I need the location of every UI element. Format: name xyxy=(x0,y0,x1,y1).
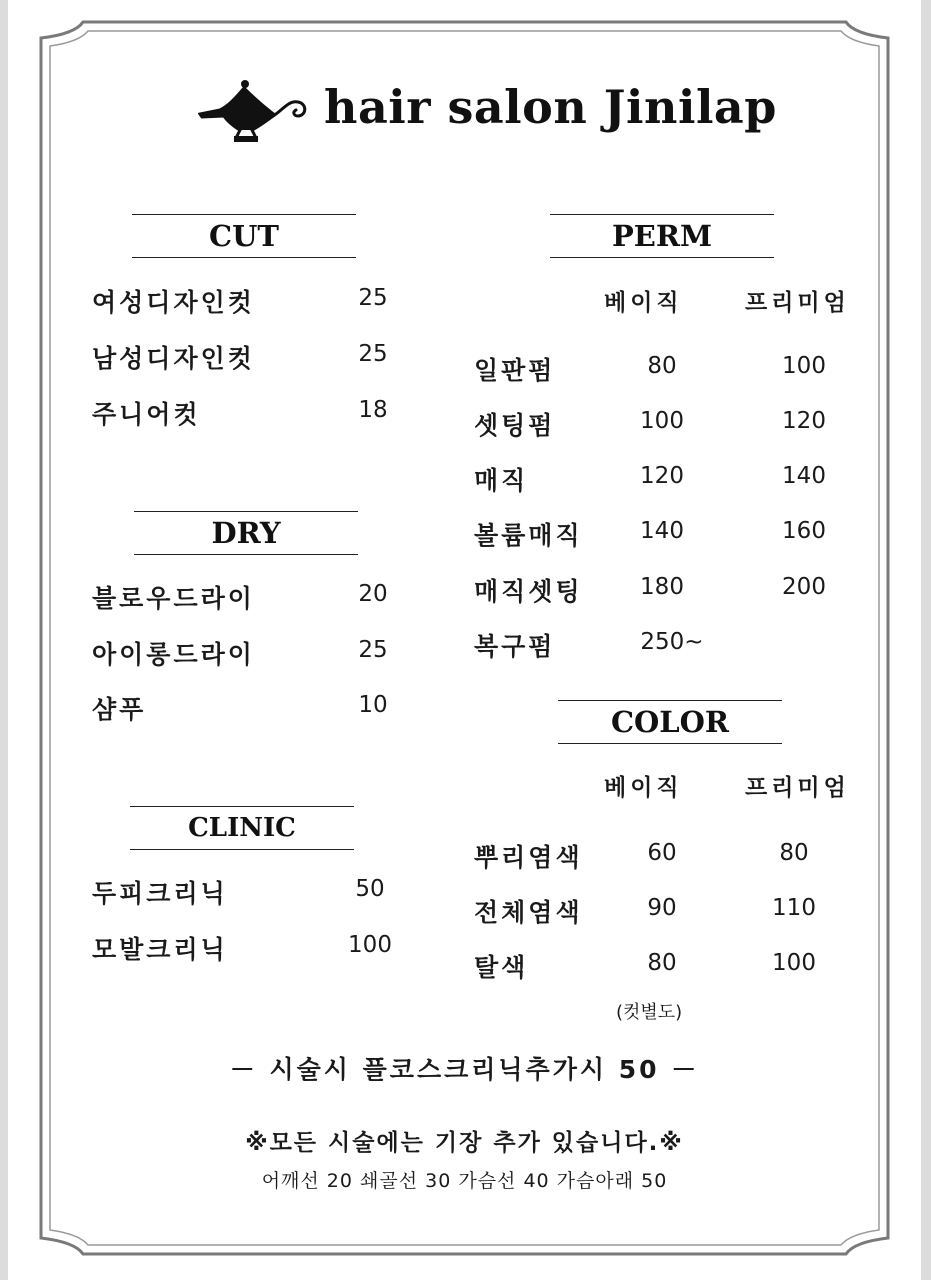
color-item-basic-price: 90 xyxy=(647,895,677,921)
perm-item-name: 셋팅펌 xyxy=(474,411,556,440)
section-title-perm: PERM xyxy=(550,214,774,258)
section-title-cut: CUT xyxy=(132,214,356,258)
color-item-premium-price: 100 xyxy=(772,950,816,976)
color-item-premium-price: 110 xyxy=(772,895,816,921)
cut-item-price: 18 xyxy=(358,397,388,423)
perm-item-premium-price: 200 xyxy=(782,574,826,600)
dry-item-price: 10 xyxy=(358,692,388,718)
perm-col-premium: 프리미엄 xyxy=(745,290,850,316)
perm-item-name: 일판펌 xyxy=(474,356,556,385)
perm-item-premium-price: 140 xyxy=(782,463,826,489)
salon-title: hair salon Jinilap xyxy=(324,80,777,134)
clinic-item-price: 100 xyxy=(348,932,392,958)
color-note: (컷별도) xyxy=(616,1002,683,1023)
color-item-name: 전체염색 xyxy=(474,898,583,927)
perm-item-basic-price: 140 xyxy=(640,518,684,544)
length-notice: ※모든 시술에는 기장 추가 있습니다.※ xyxy=(245,1130,684,1156)
perm-item-premium-price: 100 xyxy=(782,353,826,379)
perm-item-name: 매직 xyxy=(474,466,529,495)
color-item-basic-price: 80 xyxy=(647,950,677,976)
cut-item-price: 25 xyxy=(358,341,388,367)
perm-item-name: 볼륨매직 xyxy=(474,521,583,550)
cut-item-name: 남성디자인컷 xyxy=(92,344,255,373)
perm-item-basic-price: 250~ xyxy=(640,629,704,655)
clinic-item-name: 두피크리닉 xyxy=(92,879,228,908)
color-item-basic-price: 60 xyxy=(647,840,677,866)
color-item-name: 탈색 xyxy=(474,953,529,982)
dry-item-price: 25 xyxy=(358,637,388,663)
clinic-item-price: 50 xyxy=(355,876,385,902)
dry-item-name: 샴푸 xyxy=(92,695,147,724)
magic-lamp-icon xyxy=(198,78,318,144)
color-item-premium-price: 80 xyxy=(779,840,809,866)
cut-item-name: 주니어컷 xyxy=(92,400,201,429)
clinic-item-name: 모발크리닉 xyxy=(92,935,228,964)
cut-item-price: 25 xyxy=(358,285,388,311)
cut-item-name: 여성디자인컷 xyxy=(92,288,255,317)
perm-item-basic-price: 100 xyxy=(640,408,684,434)
perm-item-name: 매직셋팅 xyxy=(474,577,583,606)
perm-item-premium-price: 160 xyxy=(782,518,826,544)
clinic-addon-note: － 시술시 플코스크리닉추가시 50 － xyxy=(229,1055,700,1084)
length-prices: 어깨선 20 쇄골선 30 가슴선 40 가슴아래 50 xyxy=(261,1170,668,1192)
menu-board xyxy=(8,0,921,1280)
section-title-color: COLOR xyxy=(558,700,782,744)
perm-col-basic: 베이직 xyxy=(604,290,683,316)
dry-item-name: 아이롱드라이 xyxy=(92,640,255,669)
perm-item-name: 복구펌 xyxy=(474,632,556,661)
color-item-name: 뿌리염색 xyxy=(474,843,583,872)
perm-item-basic-price: 80 xyxy=(647,353,677,379)
color-col-basic: 베이직 xyxy=(604,775,683,801)
section-title-clinic: CLINIC xyxy=(130,806,354,850)
perm-item-basic-price: 120 xyxy=(640,463,684,489)
perm-item-premium-price: 120 xyxy=(782,408,826,434)
section-title-dry: DRY xyxy=(134,511,358,555)
dry-item-price: 20 xyxy=(358,581,388,607)
color-col-premium: 프리미엄 xyxy=(745,775,850,801)
perm-item-basic-price: 180 xyxy=(640,574,684,600)
dry-item-name: 블로우드라이 xyxy=(92,584,255,613)
